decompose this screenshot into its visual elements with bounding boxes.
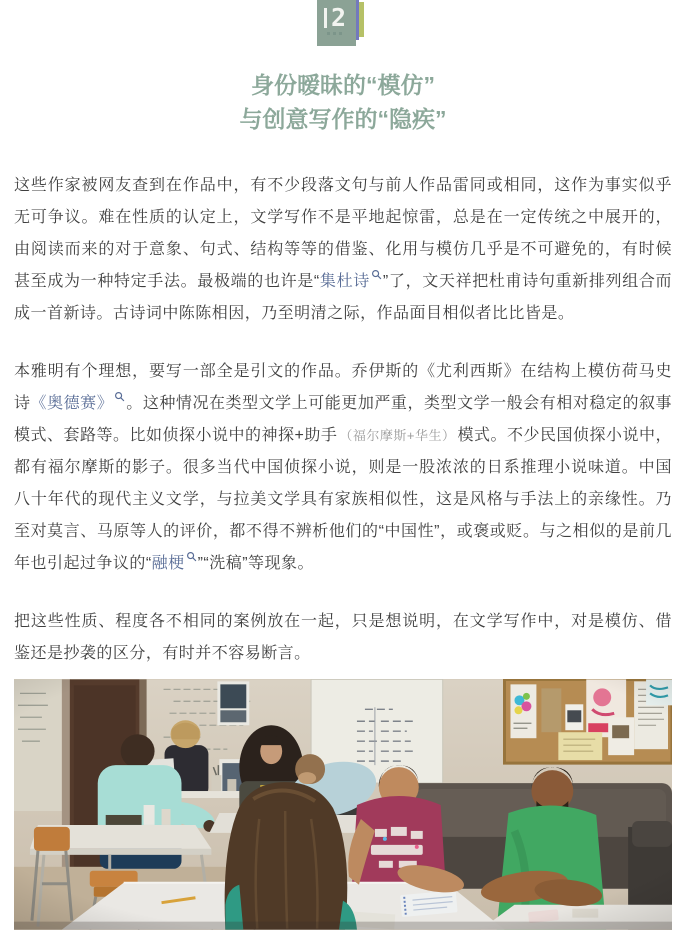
inline-search-link[interactable]: 融梗 <box>151 555 185 572</box>
text-run: 。这种情况在类型文学上可能更加严重，类型文学一般会有相对稳定的叙事模式、套路等。比如侦探小说中的神探+助手 <box>14 395 673 444</box>
paragraph-2 <box>14 356 672 580</box>
badge-glyph-bar <box>324 8 327 28</box>
search-icon[interactable] <box>114 391 125 405</box>
inline-search-link[interactable]: 集杜诗 <box>319 273 370 290</box>
chapter-number-icon <box>317 0 356 46</box>
search-icon[interactable] <box>371 269 382 283</box>
text-run: ”了，文天祥把杜甫诗句重新排列组合而成一首新诗。古诗词中陈陈相因，乃至明清之际，作品面目相似者比比皆是。 <box>14 273 672 322</box>
parenthetical-note: （福尔摩斯+华生） <box>339 428 456 443</box>
photo-vignette <box>14 679 672 929</box>
text-run: 本雅明有个理想，要写一部全是引文的作品。乔伊斯的《尤利西斯》在结构上模仿荷马史诗 <box>14 363 672 412</box>
text-run: ”“洗稿”等现象。 <box>197 555 314 572</box>
search-icon[interactable] <box>186 551 197 565</box>
photo-bottom-shadow <box>14 922 672 930</box>
text-run: 模式。不少民国侦探小说中，都有福尔摩斯的影子。很多当代中国侦探小说，则是一股浓浓的日系推理小说味道。中国八十年代的现代主义文学，与拉美文学具有家族相似性，这是风格与手法上的亲缘性。乃至对莫言、马原等人的评价，都不得不辨析他们的“中国性”，或褒或贬。与之相似的是前几年也引起过争议的“ <box>14 427 672 572</box>
workshop-photo-illustration <box>14 679 672 930</box>
paragraph-1 <box>14 170 672 330</box>
inline-search-link[interactable]: 《奥德赛》 <box>30 395 114 412</box>
title-line-2: 与创意写作的“隐疾” <box>239 106 447 132</box>
article-photo <box>14 679 672 930</box>
article-body <box>14 170 672 670</box>
paragraph-3 <box>14 606 672 670</box>
badge-dots <box>327 32 342 35</box>
chapter-number: 2 <box>331 3 347 32</box>
chapter-badge <box>317 0 369 47</box>
article-title <box>14 68 672 136</box>
title-line-1: 身份暧昧的“模仿” <box>251 72 435 98</box>
text-run: 这些作家被网友查到在作品中，有不少段落文句与前人作品雷同或相同，这作为事实似乎无可争议。难在性质的认定上，文学写作不是平地起惊雷，总是在一定传统之中展开的，由阅读而来的对于意象、句式、结构等等的借鉴、化用与模仿几乎是不可避免的，有时候甚至成为一种特定手法。最极端的也许是“ <box>14 177 672 290</box>
text-run: 把这些性质、程度各不相同的案例放在一起，只是想说明，在文学写作中，对是模仿、借鉴还是抄袭的区分，有时并不容易断言。 <box>14 613 672 662</box>
